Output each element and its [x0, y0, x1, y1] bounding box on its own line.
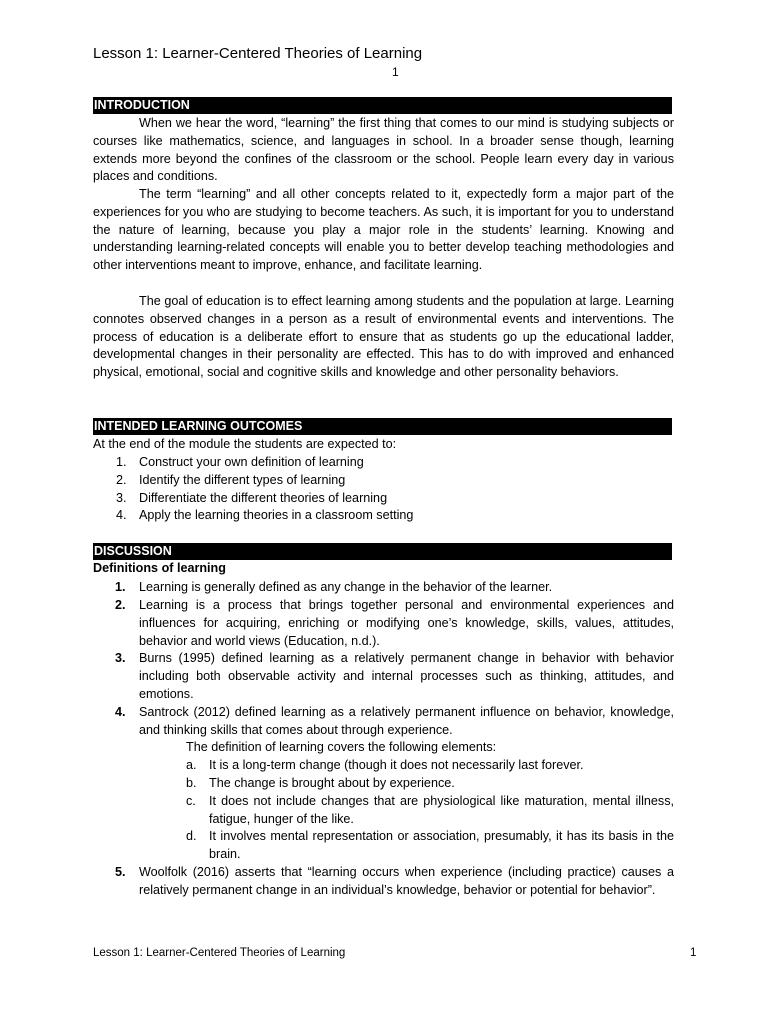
list-item	[93, 454, 413, 472]
subheading-definitions: Definitions of learning	[93, 561, 226, 575]
definition-item	[93, 704, 674, 740]
list-item	[93, 507, 413, 525]
footer-title: Lesson 1: Learner-Centered Theories of Learning	[93, 947, 346, 959]
list-number: 2.	[116, 472, 127, 487]
intro-paragraph: When we hear the word, “learning” the first thing that comes to our mind is studying subjects or courses like mathematics, science, and languages in school. In a broader sense though, learning extends more beyond the confines of the classroom or the school. People learn every day in various places and conditions.	[93, 116, 674, 184]
element-item	[186, 793, 674, 829]
list-text: It involves mental representation or association, presumably, it has its basis in the brain.	[209, 829, 674, 861]
definition-item	[93, 650, 674, 703]
definition-item	[93, 597, 674, 650]
list-text: Woolfolk (2016) asserts that “learning occurs when experience (including practice) causes a relatively permanent change in an individual’s knowledge, behavior or potential for behavior”.	[139, 865, 674, 897]
list-text: Burns (1995) defined learning as a relatively permanent change in behavior with behavior including both observable activity and internal processes such as thinking, attitudes, and emotions.	[139, 651, 674, 701]
list-letter: b.	[186, 776, 197, 790]
list-number: 3.	[115, 651, 126, 665]
list-number: 1.	[115, 580, 126, 594]
section-heading-discussion: DISCUSSION	[93, 543, 672, 560]
definition-item	[93, 864, 674, 900]
element-item	[186, 775, 674, 793]
header-page-number: 1	[392, 65, 399, 79]
list-text: Learning is generally defined as any change in the behavior of the learner.	[139, 580, 553, 594]
list-text: Differentiate the different theories of learning	[139, 490, 388, 505]
list-letter: a.	[186, 758, 197, 772]
elements-intro: The definition of learning covers the following elements:	[186, 740, 497, 754]
definition-item	[93, 579, 674, 597]
list-text: Santrock (2012) defined learning as a relatively permanent influence on behavior, knowledge, and thinking skills that comes about through experience.	[139, 705, 674, 737]
list-item	[93, 472, 413, 490]
footer-page-number: 1	[690, 947, 697, 959]
section-heading-introduction: INTRODUCTION	[93, 97, 672, 114]
list-number: 1.	[116, 455, 127, 469]
outcomes-lead: At the end of the module the students are expected to:	[93, 437, 397, 451]
list-text: It does not include changes that are physiological like maturation, mental illness, fatigue, hunger of the like.	[209, 794, 674, 826]
list-text: Identify the different types of learning	[139, 472, 346, 487]
list-number: 4.	[116, 508, 127, 523]
element-item	[186, 757, 674, 775]
page-title: Lesson 1: Learner-Centered Theories of Learning	[93, 45, 423, 62]
list-item	[93, 490, 413, 508]
list-text: The change is brought about by experience.	[209, 776, 455, 790]
list-number: 3.	[116, 490, 127, 505]
intro-paragraph: The goal of education is to effect learning among students and the population at large. Learning connotes observed changes in a person as a result of environmental events and interventions. The process of education is a deliberate effort to ensure that as students go up the educational ladder, developmental changes in their personality are effected. This has to do with improved and enhanced physical, emotional, social and cognitive skills and knowledge and other personality behaviors.	[93, 294, 674, 380]
list-letter: d.	[186, 829, 197, 843]
list-number: 5.	[115, 865, 126, 879]
list-text: Apply the learning theories in a classroom setting	[139, 508, 414, 523]
list-text: It is a long-term change (though it does not necessarily last forever.	[209, 758, 584, 772]
list-letter: c.	[186, 794, 196, 808]
list-text: Construct your own definition of learning	[139, 455, 364, 469]
list-text: Learning is a process that brings together personal and environmental experiences and influences for acquiring, enriching or modifying one’s knowledge, skills, values, attitudes, behavior and world views (Education, n.d.).	[139, 598, 674, 648]
outcomes-list	[93, 454, 413, 525]
list-number: 4.	[115, 705, 126, 719]
section-heading-outcomes: INTENDED LEARNING OUTCOMES	[93, 418, 672, 435]
intro-paragraph: The term “learning” and all other concepts related to it, expectedly form a major part of the experiences for you who are studying to become teachers. As such, it is important for you to understand the nature of learning, because you play a major role in the students’ learning. Knowing and understanding learning-related concepts will enable you to better develop teaching methodologies and other interventions meant to improve, enhance, and facilitate learning.	[93, 187, 674, 273]
list-number: 2.	[115, 598, 126, 612]
element-item	[186, 828, 674, 864]
